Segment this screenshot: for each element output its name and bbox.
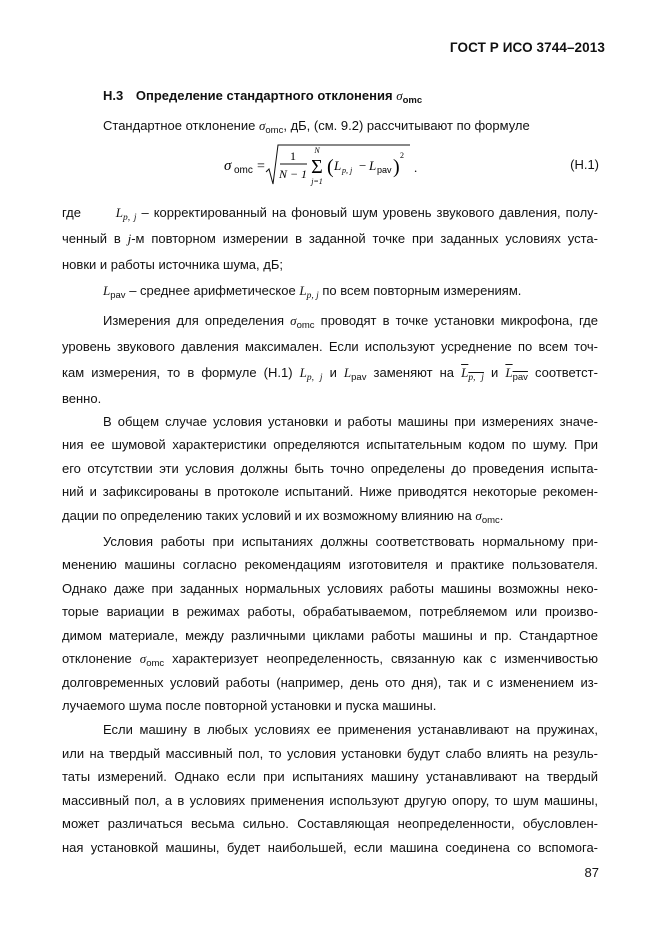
formula-lhs-sub: omc: [234, 165, 253, 176]
para3-line-6: [62, 651, 598, 672]
para2-line-1: В общем случае условия установки и работы машины при измерениях значе-: [103, 414, 598, 429]
term-Lpav: L: [369, 158, 377, 173]
para3-line-5: димом материале, между различными циклами работы машины и пр. Стандартное: [62, 628, 598, 643]
where-text: ченный в: [62, 231, 121, 246]
para-text: соответст-: [535, 365, 598, 380]
para1-line-3: [62, 365, 598, 386]
para-text: заменяют на: [373, 365, 455, 380]
para-text: проводят в точке установки микрофона, где: [320, 313, 598, 328]
para-text: характеризует неопределенность, связанную как с изменчивостью: [172, 651, 598, 666]
sigma-symbol: σ: [396, 88, 403, 103]
var-L-sub: p, j: [123, 213, 137, 223]
bracket-open: (: [327, 156, 334, 178]
var-Lpav: L: [343, 365, 352, 380]
sigma-subscript: omc: [265, 125, 284, 136]
para1-line-2: уровень звукового давления максимален. Если используют усреднение по всем точ-: [62, 339, 598, 354]
var-L: L: [115, 205, 124, 220]
overline-Lpav: [505, 365, 528, 383]
where-text: -м повторном измерении в заданной точке при заданных условиях уста-: [131, 231, 598, 246]
section-title-text: Определение стандартного отклонения: [135, 88, 393, 103]
sigma-symbol: σ: [290, 313, 297, 328]
para2-line-4: ний и зафиксированы в протоколе испытаний. Ниже приводятся некоторые рекомен-: [62, 484, 598, 499]
section-heading: [103, 88, 422, 106]
formula-equals: =: [257, 159, 265, 174]
page-number: 87: [584, 865, 599, 880]
para-text: дации по определению таких условий и их возможному влиянию на: [62, 508, 472, 523]
where-text: – среднее арифметическое: [129, 283, 296, 298]
para3-line-8: лучаемого шума после повторной установки и пуска машины.: [62, 698, 437, 713]
sigma-subscript: omc: [481, 515, 500, 526]
para-text: кам измерения, то в формуле (Н.1): [62, 365, 293, 380]
para-text: .: [499, 508, 504, 523]
var-L: L: [299, 365, 307, 380]
para2-line-3: его отсутствии эти условия должны быть точно определены до проведения испыта-: [62, 461, 598, 476]
var-Lpav: L: [103, 283, 111, 298]
formula-h1: [220, 142, 460, 188]
var-Lpav: L: [505, 365, 513, 380]
para4-line-6: ная установкой машины, будет наибольшей, если машина соединена со вспомога-: [62, 840, 598, 855]
para3-line-4: торые вариации в режимах работы, обрабатываемом, потребляемом или произво-: [62, 604, 598, 619]
sigma-subscript: omc: [296, 320, 315, 331]
para-text: отклонение: [62, 651, 132, 666]
var-Lpav-sub: pav: [110, 290, 126, 301]
para3-line-3: Однако даже при заданных нормальных условиях работы машины возможны неко-: [62, 581, 598, 596]
para1-line-4: венно.: [62, 391, 102, 406]
term-L-sub: p, j: [342, 166, 353, 175]
equation-number: (Н.1): [570, 157, 599, 172]
sigma-symbol: σ: [258, 118, 266, 133]
formula-period: .: [414, 160, 418, 175]
intro-text: Стандартное отклонение: [103, 118, 256, 133]
sigma-subscript: omc: [402, 95, 423, 106]
var-L: L: [461, 365, 469, 380]
para4-line-3: таты измерений. Однако если при испытаниях машину устанавливают на твердый: [62, 769, 598, 784]
var-Lpav-sub: pav: [512, 372, 528, 383]
para3-line-1: Условия работы при испытаниях должны соответствовать нормальному при-: [103, 534, 598, 549]
var-L-sub: p, j: [306, 291, 319, 301]
var-j: j: [127, 231, 132, 246]
section-number: Н.3: [103, 88, 124, 103]
para2-line-5: [62, 508, 598, 529]
where-line-2: [62, 231, 598, 247]
para4-line-2: или на твердый массивный пол, то условия установки будут слабо влиять на резуль-: [62, 746, 598, 761]
overline-L: [461, 365, 484, 383]
document-header: ГОСТ Р ИСО 3744–2013: [449, 40, 605, 55]
para-text: и: [491, 365, 499, 380]
para-text: и: [329, 365, 337, 380]
where-label: где: [62, 205, 81, 220]
var-L-sub: p, j: [468, 373, 484, 383]
term-Lpav-sub: pav: [377, 165, 392, 175]
where-text: – корректированный на фоновый шум уровень звукового давления, полу-: [141, 205, 598, 220]
para4-line-5: может различаться весьма сильно. Составляющая неопределенности, обусловлен-: [62, 816, 598, 831]
var-Lpav-sub: pav: [351, 372, 367, 383]
para4-line-4: массивный пол, а в условиях применения используют другую опору, то шум машины,: [62, 793, 598, 808]
var-L-sub: p, j: [306, 373, 323, 383]
sigma-symbol: σ: [475, 508, 482, 523]
para3-line-7: долговременных условий работы (например, день ото дня), так и с изменением из-: [62, 675, 598, 690]
bracket-close: ): [393, 156, 400, 178]
sum-sign: Σ: [311, 156, 323, 178]
para3-line-2: менению машины согласно рекомендациям изготовителя и практике пользователя.: [62, 557, 598, 572]
sum-upper-limit: N: [314, 146, 320, 155]
sigma-symbol: σ: [139, 651, 147, 666]
formula-lhs: σ: [224, 158, 232, 174]
para4-line-1: Если машину в любых условиях ее применения устанавливают на пружинах,: [103, 722, 598, 737]
where-line-3: новки и работы источника шума, дБ;: [62, 257, 283, 272]
term-minus: −: [359, 158, 367, 173]
where-line-1: [62, 205, 598, 226]
sigma-subscript: omc: [146, 658, 165, 669]
intro-text-end: , дБ, (см. 9.2) рассчитывают по формуле: [283, 118, 530, 133]
where-text: по всем повторным измерениям.: [322, 283, 522, 298]
intro-line: [103, 118, 598, 139]
var-L: L: [299, 283, 307, 298]
fraction-numerator: 1: [290, 149, 296, 163]
para2-line-2: ния ее шумовой характеристики определяются испытательным кодом по шуму. При: [62, 437, 598, 452]
term-L: L: [334, 158, 342, 173]
para-text: Измерения для определения: [103, 313, 284, 328]
where-line-4: [103, 283, 598, 304]
para1-line-1: [103, 313, 598, 334]
exponent: 2: [400, 151, 404, 160]
fraction-denominator: N − 1: [278, 167, 308, 181]
sum-lower-limit: j=1: [311, 177, 323, 186]
